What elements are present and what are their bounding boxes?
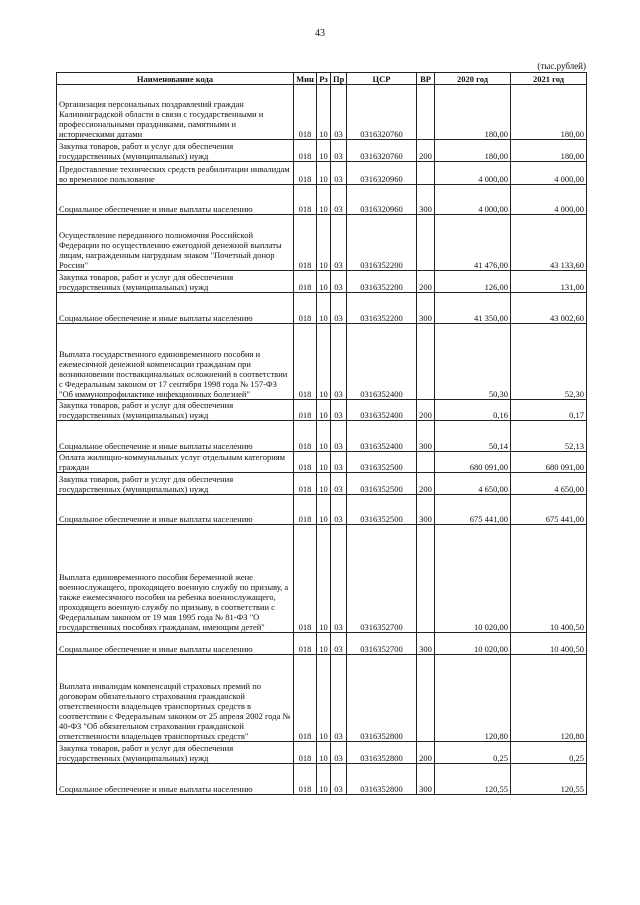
vr-cell: 300 [417, 293, 435, 324]
table-row [57, 215, 587, 271]
min-cell: 018 [294, 215, 317, 271]
min-cell: 018 [294, 473, 317, 495]
amount-2021-cell: 680 091,00 [511, 452, 587, 473]
table-row [57, 473, 587, 495]
rz-cell: 10 [317, 85, 331, 140]
amount-2020-cell: 126,00 [435, 271, 511, 293]
amount-2021-cell: 131,00 [511, 271, 587, 293]
csr-cell: 0316320760 [347, 85, 417, 140]
rz-cell: 10 [317, 655, 331, 742]
row-name-cell: Выплата государственного единовременного пособия и ежемесячной денежной компенсации гражданам при возникновении поствакцинальных осложнений в соответствии с Федеральным законом от 17 сентября 1998 года № 157-ФЗ "Об иммунопрофилактике инфекционных болезней" [57, 324, 294, 400]
amount-2021-cell: 10 400,50 [511, 633, 587, 655]
amount-2020-cell: 4 000,00 [435, 162, 511, 185]
row-name-cell: Социальное обеспечение и иные выплаты населению [57, 633, 294, 655]
amount-2021-cell: 0,25 [511, 742, 587, 764]
row-name-cell: Закупка товаров, работ и услуг для обеспечения государственных (муниципальных) нужд [57, 742, 294, 764]
min-cell: 018 [294, 421, 317, 452]
amount-2021-cell: 52,30 [511, 324, 587, 400]
table-row [57, 293, 587, 324]
amount-2021-cell: 52,13 [511, 421, 587, 452]
csr-cell: 0316352800 [347, 764, 417, 795]
vr-cell: 300 [417, 633, 435, 655]
table-row [57, 452, 587, 473]
row-name-cell: Оплата жилищно-коммунальных услуг отдельным категориям граждан [57, 452, 294, 473]
rz-cell: 10 [317, 185, 331, 215]
amount-2020-cell: 10 020,00 [435, 525, 511, 633]
vr-cell: 200 [417, 742, 435, 764]
csr-cell: 0316320960 [347, 162, 417, 185]
units-label: (тыс.рублей) [537, 61, 586, 71]
column-header: Пр [331, 73, 347, 85]
amount-2020-cell: 120,55 [435, 764, 511, 795]
vr-cell: 300 [417, 421, 435, 452]
amount-2021-cell: 180,00 [511, 85, 587, 140]
vr-cell [417, 324, 435, 400]
amount-2020-cell: 41 476,00 [435, 215, 511, 271]
vr-cell [417, 162, 435, 185]
vr-cell: 200 [417, 271, 435, 293]
amount-2021-cell: 10 400,50 [511, 525, 587, 633]
amount-2020-cell: 41 350,00 [435, 293, 511, 324]
rz-cell: 10 [317, 215, 331, 271]
pr-cell: 03 [331, 473, 347, 495]
pr-cell: 03 [331, 293, 347, 324]
pr-cell: 03 [331, 525, 347, 633]
row-name-cell: Социальное обеспечение и иные выплаты населению [57, 293, 294, 324]
min-cell: 018 [294, 293, 317, 324]
pr-cell: 03 [331, 140, 347, 162]
rz-cell: 10 [317, 525, 331, 633]
pr-cell: 03 [331, 495, 347, 525]
csr-cell: 0316352500 [347, 473, 417, 495]
csr-cell: 0316352700 [347, 525, 417, 633]
amount-2021-cell: 120,55 [511, 764, 587, 795]
rz-cell: 10 [317, 495, 331, 525]
amount-2020-cell: 4 650,00 [435, 473, 511, 495]
amount-2020-cell: 180,00 [435, 85, 511, 140]
row-name-cell: Выплата единовременного пособия беременной жене военнослужащего, проходящего военную службу по призыву, а также ежемесячного пособия на ребенка военнослужащего, проходящего военную службу по призыву, в соответствии с Федеральным законом от 19 мая 1995 года № 81-ФЗ "О государственных пособиях гражданам, имеющим детей" [57, 525, 294, 633]
amount-2021-cell: 4 000,00 [511, 162, 587, 185]
table-row [57, 421, 587, 452]
amount-2020-cell: 4 000,00 [435, 185, 511, 215]
table-row [57, 400, 587, 421]
rz-cell: 10 [317, 324, 331, 400]
amount-2021-cell: 120,80 [511, 655, 587, 742]
min-cell: 018 [294, 742, 317, 764]
row-name-cell: Выплата инвалидам компенсаций страховых премий по договорам обязательного страхования гражданской ответственности владельцев транспортных средств в соответствии с Федеральным законом от 25 апреля 2002 года № 40-ФЗ "Об обязательном страховании гражданской ответственности владельцев транспортных средств" [57, 655, 294, 742]
min-cell: 018 [294, 633, 317, 655]
vr-cell: 200 [417, 140, 435, 162]
rz-cell: 10 [317, 271, 331, 293]
vr-cell [417, 525, 435, 633]
amount-2020-cell: 120,80 [435, 655, 511, 742]
table-row [57, 764, 587, 795]
amount-2020-cell: 180,00 [435, 140, 511, 162]
rz-cell: 10 [317, 473, 331, 495]
table-row [57, 85, 587, 140]
pr-cell: 03 [331, 764, 347, 795]
rz-cell: 10 [317, 421, 331, 452]
rz-cell: 10 [317, 764, 331, 795]
rz-cell: 10 [317, 293, 331, 324]
amount-2020-cell: 680 091,00 [435, 452, 511, 473]
vr-cell: 300 [417, 495, 435, 525]
vr-cell [417, 215, 435, 271]
rz-cell: 10 [317, 633, 331, 655]
pr-cell: 03 [331, 655, 347, 742]
csr-cell: 0316352400 [347, 324, 417, 400]
vr-cell [417, 655, 435, 742]
page-number: 43 [315, 28, 325, 39]
csr-cell: 0316352400 [347, 400, 417, 421]
min-cell: 018 [294, 400, 317, 421]
vr-cell [417, 452, 435, 473]
min-cell: 018 [294, 85, 317, 140]
csr-cell: 0316352200 [347, 271, 417, 293]
column-header: 2020 год [435, 73, 511, 85]
pr-cell: 03 [331, 271, 347, 293]
csr-cell: 0316352800 [347, 742, 417, 764]
row-name-cell: Социальное обеспечение и иные выплаты населению [57, 185, 294, 215]
column-header: Наименование кода [57, 73, 294, 85]
table-row [57, 495, 587, 525]
pr-cell: 03 [331, 324, 347, 400]
csr-cell: 0316352500 [347, 495, 417, 525]
pr-cell: 03 [331, 452, 347, 473]
rz-cell: 10 [317, 742, 331, 764]
pr-cell: 03 [331, 185, 347, 215]
amount-2020-cell: 675 441,00 [435, 495, 511, 525]
min-cell: 018 [294, 764, 317, 795]
row-name-cell: Закупка товаров, работ и услуг для обеспечения государственных (муниципальных) нужд [57, 271, 294, 293]
row-name-cell: Осуществление переданного полномочия Российской Федерации по осуществлению ежегодной денежной выплаты лицам, награжденным нагрудным знаком "Почетный донор России" [57, 215, 294, 271]
pr-cell: 03 [331, 215, 347, 271]
amount-2020-cell: 10 020,00 [435, 633, 511, 655]
row-name-cell: Закупка товаров, работ и услуг для обеспечения государственных (муниципальных) нужд [57, 400, 294, 421]
vr-cell: 300 [417, 764, 435, 795]
vr-cell [417, 85, 435, 140]
min-cell: 018 [294, 495, 317, 525]
amount-2021-cell: 675 441,00 [511, 495, 587, 525]
row-name-cell: Организация персональных поздравлений граждан Калининградской области в связи с государственными и профессиональными праздниками, памятными и историческими датами [57, 85, 294, 140]
amount-2021-cell: 43 002,60 [511, 293, 587, 324]
rz-cell: 10 [317, 452, 331, 473]
amount-2020-cell: 0,25 [435, 742, 511, 764]
table-row [57, 271, 587, 293]
row-name-cell: Социальное обеспечение и иные выплаты населению [57, 495, 294, 525]
min-cell: 018 [294, 185, 317, 215]
min-cell: 018 [294, 162, 317, 185]
min-cell: 018 [294, 525, 317, 633]
rz-cell: 10 [317, 140, 331, 162]
table-row [57, 140, 587, 162]
pr-cell: 03 [331, 400, 347, 421]
vr-cell: 200 [417, 400, 435, 421]
amount-2021-cell: 180,00 [511, 140, 587, 162]
pr-cell: 03 [331, 742, 347, 764]
table-row [57, 162, 587, 185]
min-cell: 018 [294, 452, 317, 473]
column-header: Рз [317, 73, 331, 85]
min-cell: 018 [294, 140, 317, 162]
row-name-cell: Социальное обеспечение и иные выплаты населению [57, 764, 294, 795]
amount-2021-cell: 43 133,60 [511, 215, 587, 271]
csr-cell: 0316352400 [347, 421, 417, 452]
min-cell: 018 [294, 655, 317, 742]
amount-2020-cell: 50,14 [435, 421, 511, 452]
min-cell: 018 [294, 324, 317, 400]
table-row [57, 633, 587, 655]
csr-cell: 0316352500 [347, 452, 417, 473]
table-row [57, 185, 587, 215]
amount-2020-cell: 0,16 [435, 400, 511, 421]
vr-cell: 300 [417, 185, 435, 215]
pr-cell: 03 [331, 421, 347, 452]
table-row [57, 525, 587, 633]
header-row [57, 73, 587, 85]
row-name-cell: Закупка товаров, работ и услуг для обеспечения государственных (муниципальных) нужд [57, 473, 294, 495]
table-body [57, 85, 587, 795]
column-header: ВР [417, 73, 435, 85]
pr-cell: 03 [331, 162, 347, 185]
column-header: ЦСР [347, 73, 417, 85]
csr-cell: 0316352200 [347, 215, 417, 271]
min-cell: 018 [294, 271, 317, 293]
vr-cell: 200 [417, 473, 435, 495]
table-row [57, 324, 587, 400]
budget-table [56, 72, 587, 795]
table-row [57, 655, 587, 742]
row-name-cell: Предоставление технических средств реабилитации инвалидам во временное пользование [57, 162, 294, 185]
amount-2021-cell: 0,17 [511, 400, 587, 421]
row-name-cell: Закупка товаров, работ и услуг для обеспечения государственных (муниципальных) нужд [57, 140, 294, 162]
rz-cell: 10 [317, 400, 331, 421]
rz-cell: 10 [317, 162, 331, 185]
table-row [57, 742, 587, 764]
pr-cell: 03 [331, 633, 347, 655]
amount-2021-cell: 4 650,00 [511, 473, 587, 495]
csr-cell: 0316320960 [347, 185, 417, 215]
csr-cell: 0316352800 [347, 655, 417, 742]
csr-cell: 0316320760 [347, 140, 417, 162]
row-name-cell: Социальное обеспечение и иные выплаты населению [57, 421, 294, 452]
pr-cell: 03 [331, 85, 347, 140]
amount-2020-cell: 50,30 [435, 324, 511, 400]
csr-cell: 0316352200 [347, 293, 417, 324]
amount-2021-cell: 4 000,00 [511, 185, 587, 215]
csr-cell: 0316352700 [347, 633, 417, 655]
column-header: 2021 год [511, 73, 587, 85]
column-header: Мин [294, 73, 317, 85]
